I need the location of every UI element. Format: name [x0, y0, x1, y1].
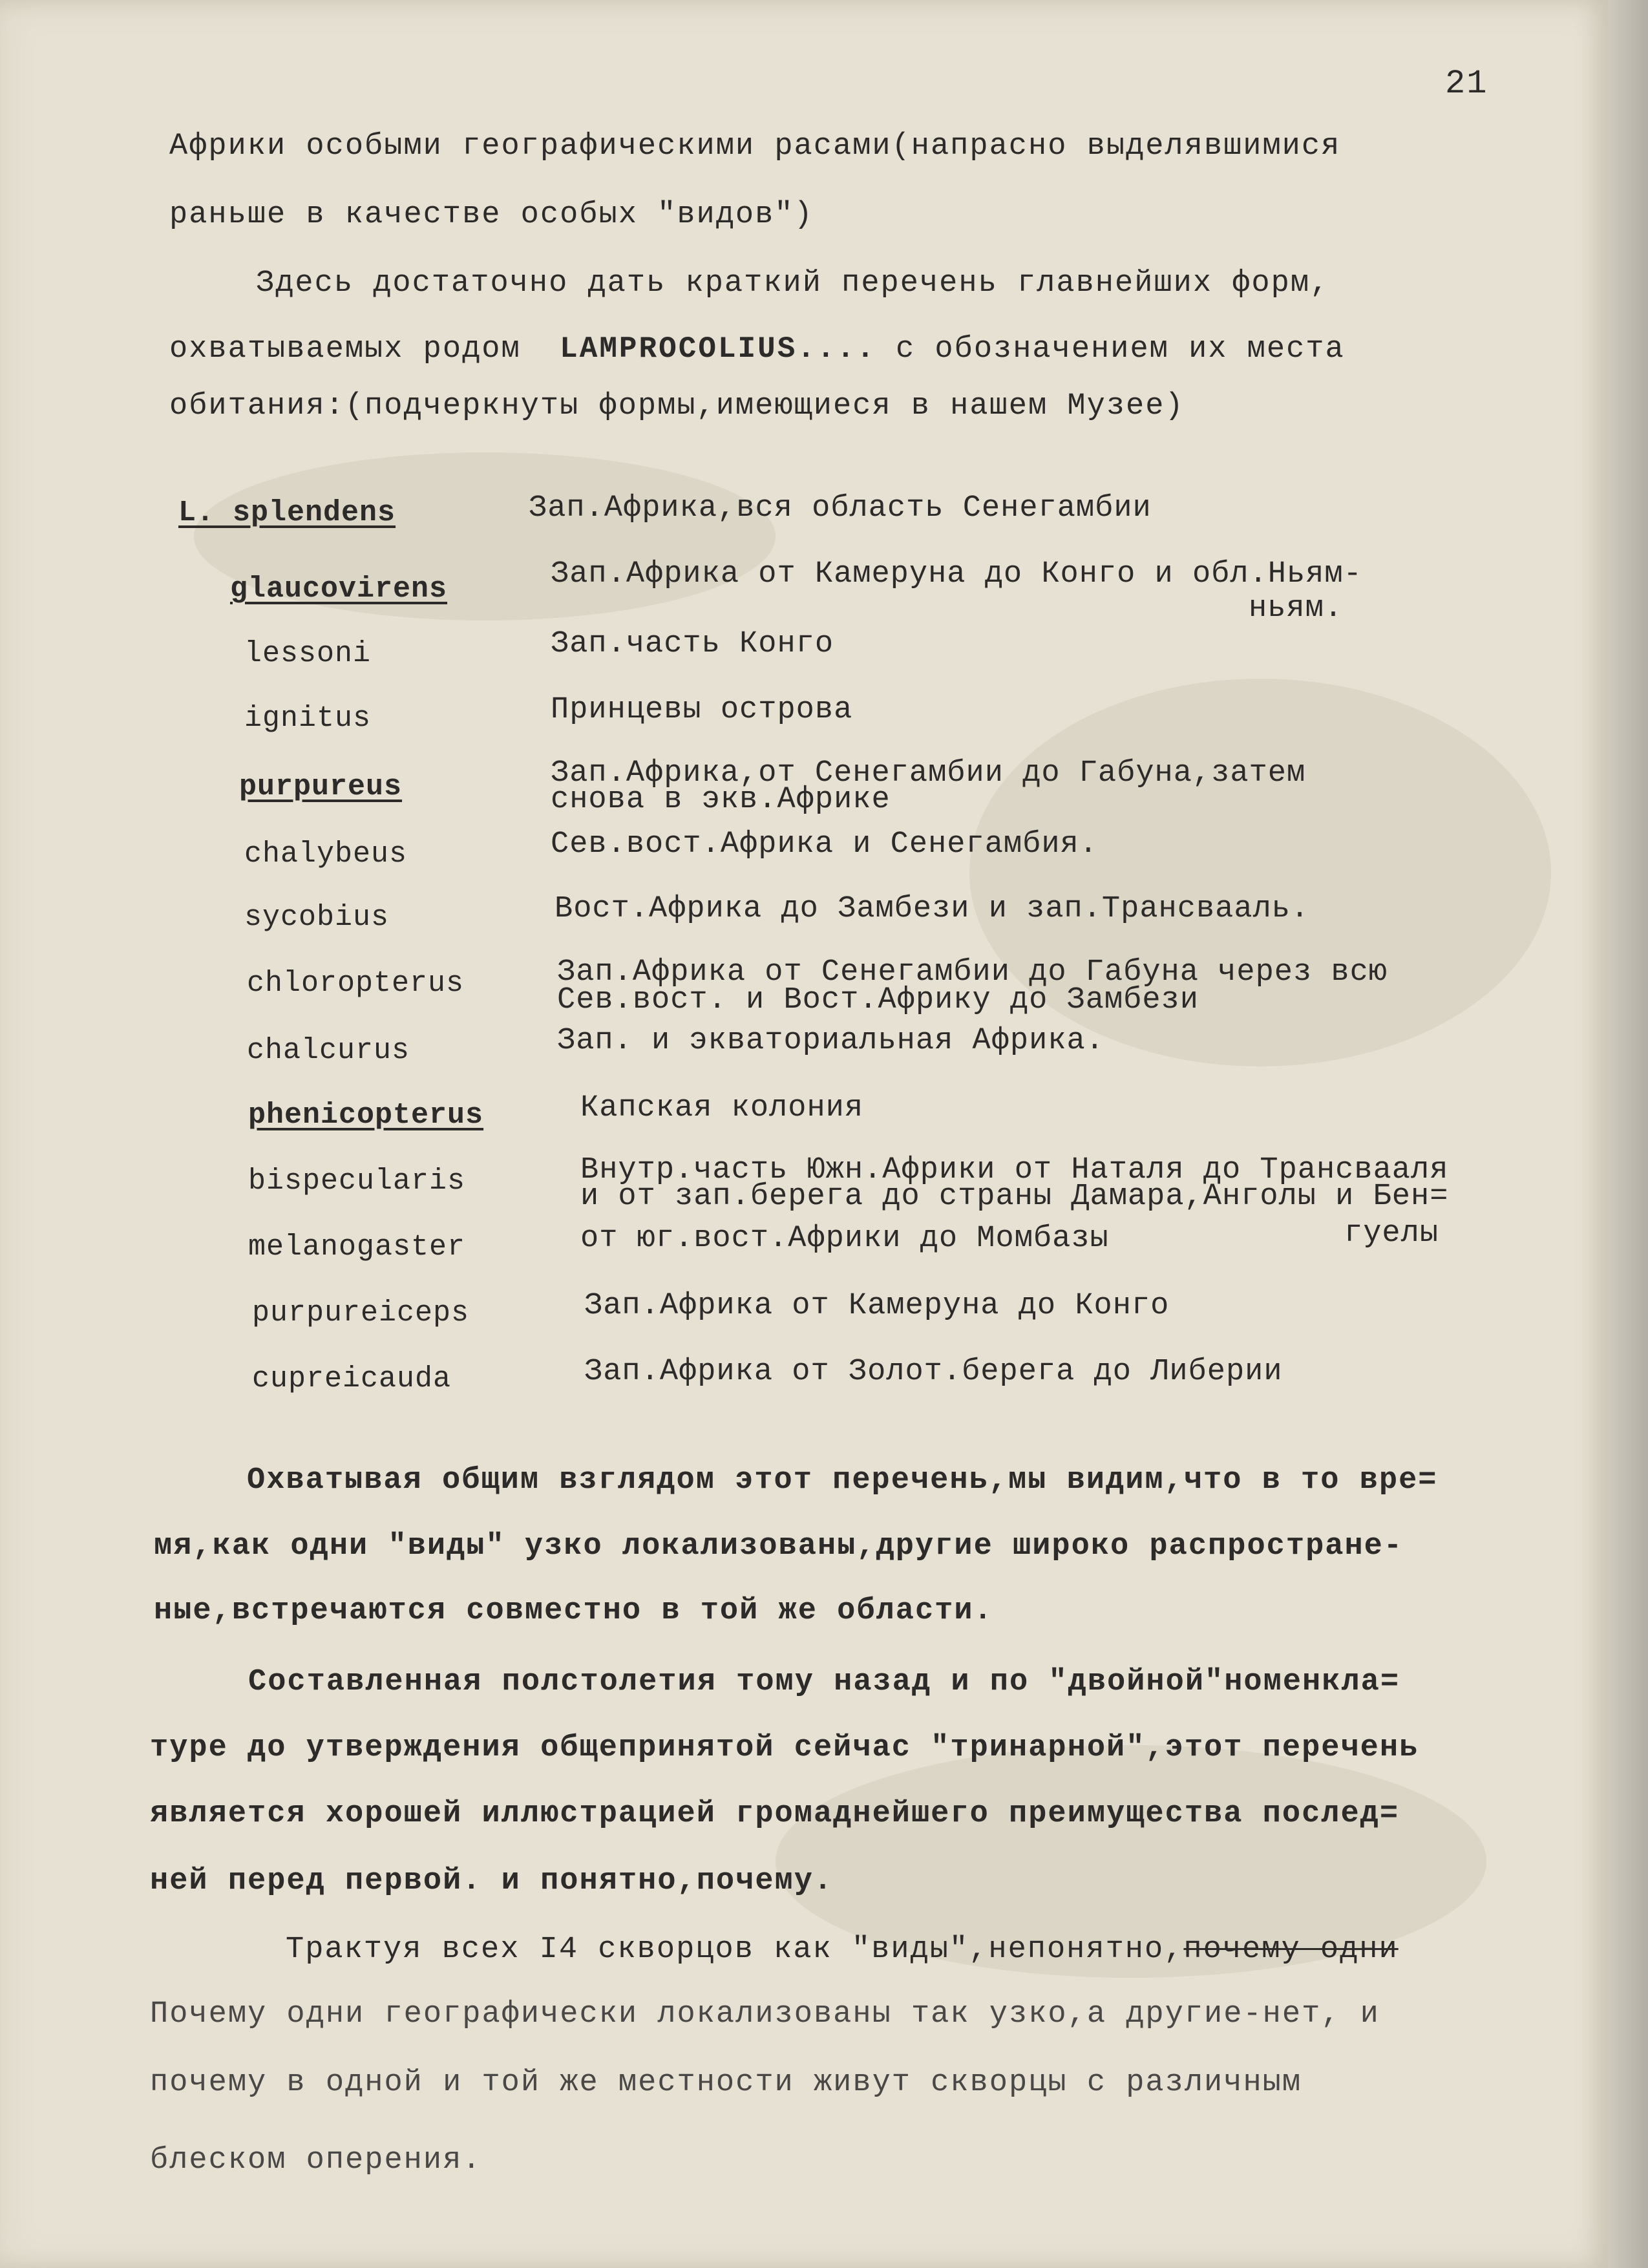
intro-line-4-start: охватываемых родом	[169, 332, 521, 366]
species-name: chalybeus	[244, 838, 408, 871]
genus-name: LAMPROCOLIUS....	[560, 332, 876, 366]
page-number: 21	[1445, 65, 1488, 103]
location-line: гуелы	[1344, 1216, 1439, 1251]
species-location	[551, 693, 852, 727]
paragraph-3-line-1-text: Трактуя всех I4 скворцов как "виды",непонятно,	[286, 1933, 1184, 1967]
paragraph-3-line-1	[286, 1933, 1399, 1967]
species-name: chalcurus	[247, 1034, 410, 1067]
paragraph-1-line-2: мя,как одни "виды" узко локализованы,другие широко распростране-	[154, 1529, 1404, 1563]
location-line: ньям.	[1249, 591, 1344, 626]
species-location	[580, 1153, 1448, 1214]
species-name: cupreicauda	[252, 1362, 452, 1395]
species-name: chloropterus	[247, 967, 465, 1000]
location-line: Зап.Африка от Сенегамбии до Габуна через всю	[557, 955, 1388, 990]
paragraph-2-line-4: ней перед первой. и понятно,почему.	[150, 1864, 834, 1898]
intro-line-5: обитания:(подчеркнуты формы,имеющиеся в нашем Музее)	[169, 389, 1185, 423]
species-location	[557, 955, 1388, 1017]
species-location	[551, 827, 1098, 862]
species-location	[580, 1091, 863, 1125]
location-line: Сев.вост. и Вост.Африку до Замбези	[557, 983, 1199, 1017]
page-edge	[1608, 0, 1648, 2268]
intro-line-3: Здесь достаточно дать краткий перечень главнейших форм,	[256, 266, 1330, 301]
paragraph-1-line-3: ные,встречаются совместно в той же области.	[154, 1594, 993, 1628]
paragraph-2-line-1: Составленная полстолетия тому назад и по "двойной"номенкла=	[248, 1665, 1400, 1699]
species-location	[551, 756, 1305, 817]
location-line: Зап. и экваториальная Африка.	[557, 1024, 1104, 1058]
struck-text: почему одни	[1183, 1933, 1399, 1967]
intro-line-1: Африки особыми географическими расами(напрасно выделявшимися	[169, 129, 1341, 164]
species-location	[580, 1216, 1439, 1256]
species-location	[529, 491, 1152, 525]
species-name: L. splendens	[178, 496, 396, 529]
paragraph-3-line-4: блеском оперения.	[150, 2143, 482, 2178]
species-location	[557, 1024, 1104, 1058]
location-line: Сев.вост.Африка и Сенегамбия.	[551, 827, 1098, 862]
location-line: Зап.Африка от Камеруна до Конго и обл.Ньям-	[551, 557, 1362, 591]
location-line: Капская колония	[580, 1091, 864, 1125]
species-location	[555, 892, 1309, 926]
paragraph-1-line-1: Охватывая общим взглядом этот перечень,мы видим,что в то вре=	[247, 1463, 1438, 1498]
paragraph-3-line-2: Почему одни географически локализованы так узко,а другие-нет, и	[150, 1997, 1380, 2031]
species-name: sycobius	[244, 901, 390, 934]
location-line: Вост.Африка до Замбези и зап.Трансвааль.	[555, 892, 1310, 926]
location-line: Зап.часть Конго	[551, 627, 834, 661]
species-location	[584, 1289, 1169, 1323]
location-line: Зап.Африка,вся область Сенегамбии	[529, 491, 1152, 525]
location-line: и от зап.берега до страны Дамара,Анголы и Бен=	[580, 1180, 1449, 1214]
species-name: ignitus	[244, 702, 372, 735]
location-line: снова в экв.Африке	[551, 783, 891, 817]
location-line: Зап.Африка от Золот.берега до Либерии	[584, 1355, 1283, 1389]
location-line: от юг.вост.Африки до Момбазы	[580, 1222, 1109, 1256]
location-line: Зап.Африка от Камеруна до Конго	[584, 1289, 1170, 1323]
species-name: purpureus	[239, 770, 403, 803]
species-location	[551, 627, 834, 661]
species-name: purpureiceps	[252, 1297, 470, 1330]
species-name: melanogaster	[248, 1231, 466, 1264]
paragraph-3-line-3: почему в одной и той же местности живут скворцы с различным	[150, 2066, 1302, 2100]
species-name: phenicopterus	[248, 1099, 484, 1132]
species-name: bispecularis	[248, 1165, 466, 1198]
intro-line-4-end: с обозначением их места	[896, 332, 1345, 366]
species-location	[551, 557, 1362, 626]
species-name: lessoni	[244, 637, 372, 670]
species-location	[584, 1355, 1283, 1389]
intro-line-2: раньше в качестве особых "видов")	[169, 198, 814, 232]
paragraph-2-line-3: является хорошей иллюстрацией громаднейшего преимущества послед=	[150, 1797, 1400, 1831]
location-line: Зап.Африка,от Сенегамбии до Габуна,затем	[551, 756, 1306, 790]
location-line: Принцевы острова	[551, 693, 853, 727]
intro-line-4	[169, 332, 1345, 366]
paragraph-2-line-2: туре до утверждения общепринятой сейчас "тринарной",этот перечень	[150, 1731, 1419, 1765]
location-line: Внутр.часть Южн.Африки от Наталя до Трансвааля	[580, 1153, 1449, 1187]
species-name: glaucovirens	[230, 573, 448, 606]
